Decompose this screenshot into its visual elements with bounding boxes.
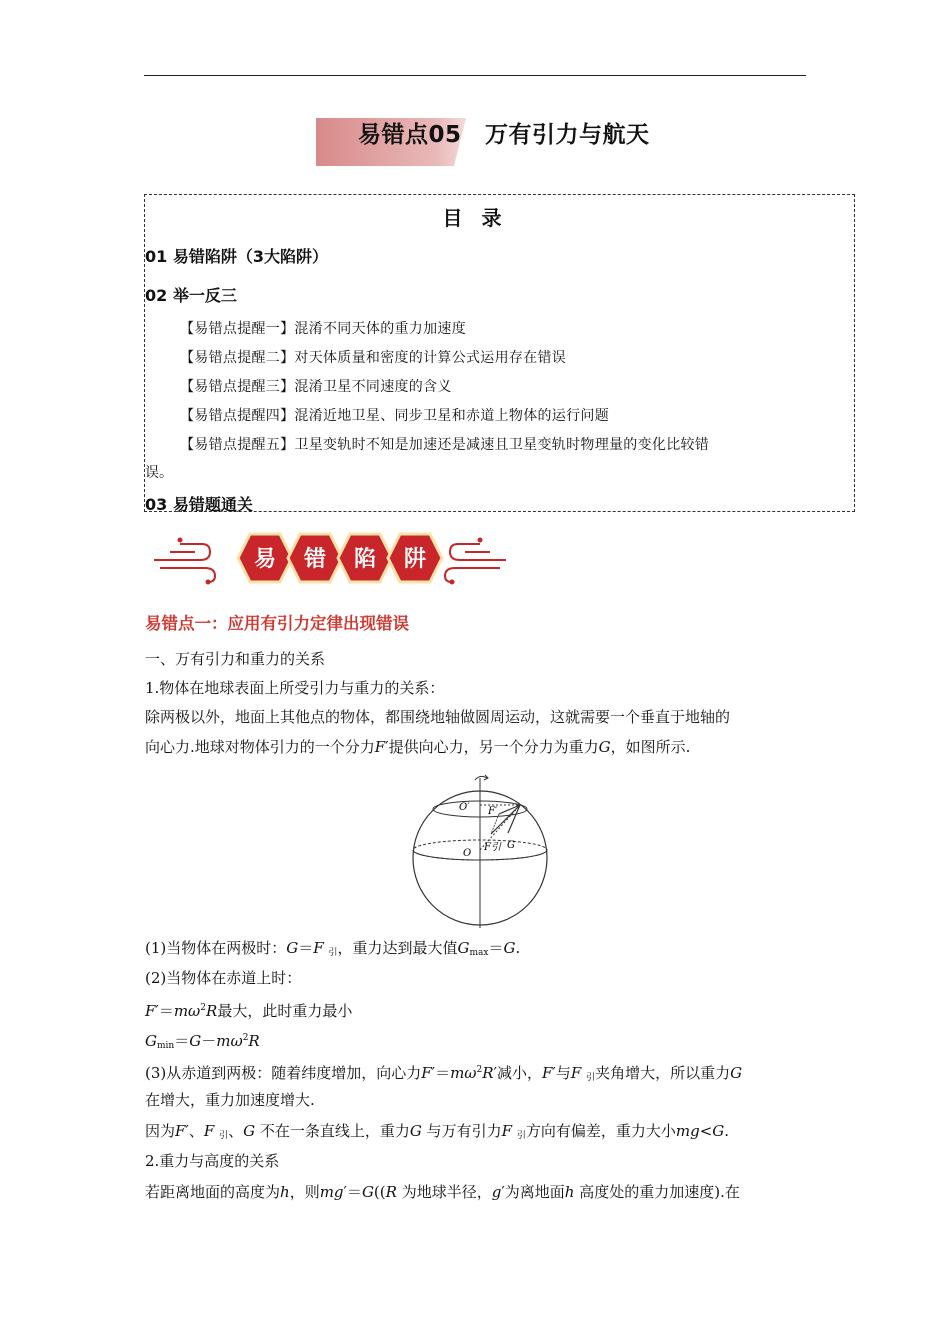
because-line: 因为F′、F $_引$、G 不在一条直线上，重力G 与万有引力F $_引$方向有偏差，重力大小mg<G. xyxy=(145,1122,730,1141)
case-3-line-1: (3)从赤道到两极：随着纬度增加，向心力$F'=m\omega^2R'$减小，F′与F $_引$夹角增大，所以重力G xyxy=(145,1064,743,1083)
banner-left-ornament xyxy=(154,544,215,582)
label-f-yin: F引 xyxy=(484,842,501,853)
banner-char-2: 错 xyxy=(303,547,327,572)
subheading-1: 一、万有引力和重力的关系 xyxy=(145,650,326,668)
point-2: 2.重力与高度的关系 xyxy=(145,1152,280,1170)
toc-item-2[interactable]: 【易错点提醒二】对天体质量和密度的计算公式运用存在错误 xyxy=(180,350,567,366)
toc-section-3[interactable]: 03 易错题通关 xyxy=(145,495,253,514)
banner-right-ornament xyxy=(445,544,506,582)
case-3-line-2: 在增大，重力加速度增大. xyxy=(145,1091,315,1109)
page-title: 易错点05 万有引力与航天 xyxy=(358,122,650,148)
last-line: 若距离地面的高度为h，则mg′＝G((R 为地球半径，g′为离地面h 高度处的重力加速度).在 xyxy=(145,1183,740,1201)
toc-item-5[interactable]: 【易错点提醒五】卫星变轨时不知是加速还是减速且卫星变轨时物理量的变化比较错 xyxy=(180,437,710,453)
label-g: G xyxy=(507,840,515,851)
toc-section-1[interactable]: 01 易错陷阱（3大陷阱） xyxy=(145,247,328,266)
toc-item-5-continued: 误。 xyxy=(145,465,173,481)
trap-banner xyxy=(150,528,510,588)
top-rule xyxy=(144,75,806,76)
banner-char-3: 陷 xyxy=(353,547,377,572)
banner-char-1: 易 xyxy=(253,547,277,572)
toc-title: 目 录 xyxy=(442,206,508,230)
case-1: (1)当物体在两极时：G＝F $_引$，重力达到最大值$G_{max}=G$. xyxy=(145,939,521,958)
toc-item-4[interactable]: 【易错点提醒四】混淆近地卫星、同步卫星和赤道上物体的运行问题 xyxy=(180,408,609,424)
label-o-prime: O′ xyxy=(459,802,470,813)
toc-section-2[interactable]: 02 举一反三 xyxy=(145,286,237,305)
para-1-line-1: 除两极以外，地面上其他点的物体，都围绕地轴做圆周运动，这就需要一个垂直于地轴的 xyxy=(145,708,731,726)
case-2: (2)当物体在赤道上时： xyxy=(145,969,302,987)
point-1: 1.物体在地球表面上所受引力与重力的关系： xyxy=(145,679,445,697)
section-heading: 易错点一：应用有引力定律出现错误 xyxy=(145,614,409,633)
label-f-prime: F′ xyxy=(488,806,498,817)
banner-char-4: 阱 xyxy=(403,547,427,572)
earth-force-diagram xyxy=(405,770,555,930)
label-o: O xyxy=(463,848,472,859)
case-2-formula-2: $G_{min}=G-m\omega^2R$ xyxy=(145,1032,260,1051)
toc-item-3[interactable]: 【易错点提醒三】混淆卫星不同速度的含义 xyxy=(180,379,452,395)
toc-item-1[interactable]: 【易错点提醒一】混淆不同天体的重力加速度 xyxy=(180,321,466,337)
para-1-line-2: 向心力.地球对物体引力的一个分力F′提供向心力，另一个分力为重力G，如图所示. xyxy=(145,738,691,756)
case-2-formula-1: $F'=m\omega^2R$最大，此时重力最小 xyxy=(145,1002,353,1020)
